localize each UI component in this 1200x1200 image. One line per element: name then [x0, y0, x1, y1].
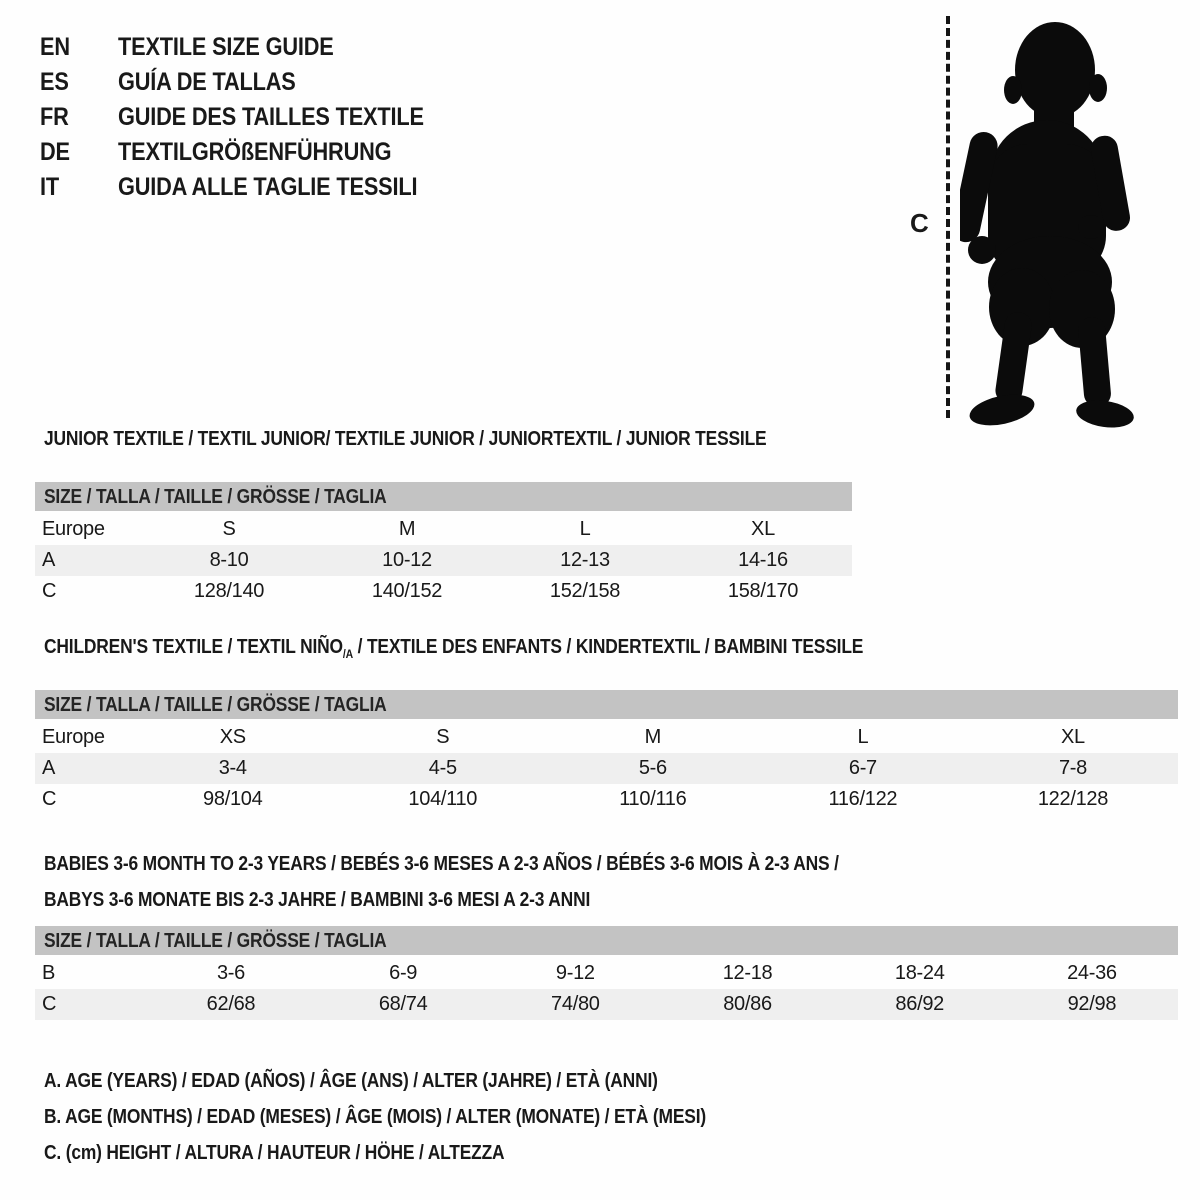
table-cell: 10-12: [382, 549, 432, 571]
table-cell: 74/80: [551, 993, 600, 1015]
table-cell: S: [436, 726, 450, 748]
table-cell: XL: [751, 518, 775, 540]
guide-title: GUIDE DES TAILLES TEXTILE: [118, 103, 424, 131]
table-cell: 122/128: [1037, 788, 1109, 810]
table-cell: 5-6: [638, 757, 667, 779]
table-cell: XL: [1061, 726, 1085, 748]
table-cell: 14-16: [738, 549, 788, 571]
table-cell: 110/116: [619, 788, 687, 810]
size-header-band: SIZE / TALLA / TAILLE / GRÖSSE / TAGLIA: [35, 926, 1178, 955]
row-label: C: [42, 993, 57, 1015]
children-section-title: CHILDREN'S TEXTILE / TEXTIL $NIÑO_{/A}$ / TEXTILE DES ENFANTS / KINDERTEXTIL / BAMBINI TESSILE: [44, 636, 864, 661]
table-cell: 7-8: [1058, 757, 1087, 779]
language-code: DE: [40, 138, 70, 166]
language-header: [40, 30, 470, 205]
size-header-band: SIZE / TALLA / TAILLE / GRÖSSE / TAGLIA: [35, 690, 1178, 719]
row-label: Europe: [42, 726, 105, 748]
legend-line-a: A. AGE (YEARS) / EDAD (AÑOS) / ÂGE (ANS) / ALTER (JAHRE) / ETÀ (ANNI): [44, 1070, 658, 1092]
table-cell: 18-24: [894, 962, 945, 984]
table-row: [35, 576, 852, 607]
guide-title: GUIDA ALLE TAGLIE TESSILI: [118, 173, 418, 201]
row-label: A: [42, 549, 56, 571]
row-label: C: [42, 580, 57, 602]
table-cell: 92/98: [1067, 993, 1117, 1015]
table-cell: 12-13: [560, 549, 610, 571]
guide-title: TEXTILGRÖßENFÜHRUNG: [118, 138, 392, 166]
table-row: [35, 753, 1178, 784]
guide-title: TEXTILE SIZE GUIDE: [118, 33, 334, 61]
table-cell: L: [857, 726, 869, 748]
language-code: IT: [40, 173, 59, 201]
language-row: [40, 30, 470, 65]
table-cell: M: [398, 518, 416, 540]
language-row: [40, 100, 470, 135]
table-cell: L: [579, 518, 591, 540]
measure-label-c: C: [910, 208, 929, 238]
babies-section-title: BABIES 3-6 MONTH TO 2-3 YEARS / BEBÉS 3-6 MESES A 2-3 AÑOS / BÉBÉS 3-6 MOIS À 2-3 ANS / BABYS 3-6 MONATE BIS 2-3 JAHRE / BAMBINI 3-6 MESI A 2-3 ANNI: [44, 853, 839, 911]
language-code: FR: [40, 103, 69, 131]
table-cell: 9-12: [555, 962, 595, 984]
table-row: [35, 514, 852, 545]
table-cell: XS: [219, 726, 246, 748]
table-cell: 98/104: [203, 788, 263, 810]
language-code: ES: [40, 68, 69, 96]
height-measure-dashed-line: [946, 16, 950, 418]
legend-line-c: C. (cm) HEIGHT / ALTURA / HAUTEUR / HÖHE / ALTEZZA: [44, 1142, 505, 1164]
table-cell: 3-6: [216, 962, 245, 984]
table-cell: 152/158: [549, 580, 621, 602]
children-table: [35, 722, 1178, 815]
language-row: [40, 170, 470, 205]
table-row: [35, 989, 1178, 1020]
junior-section-title: JUNIOR TEXTILE / TEXTIL JUNIOR/ TEXTILE JUNIOR / JUNIORTEXTIL / JUNIOR TESSILE: [44, 428, 767, 450]
table-cell: 3-4: [218, 757, 247, 779]
table-cell: 4-5: [428, 757, 457, 779]
table-cell: 62/68: [206, 993, 256, 1015]
table-cell: 86/92: [895, 993, 944, 1015]
table-cell: 116/122: [828, 788, 898, 810]
language-code: EN: [40, 33, 70, 61]
table-cell: 158/170: [727, 580, 799, 602]
table-cell: M: [644, 726, 662, 748]
guide-title: GUÍA DE TALLAS: [118, 68, 296, 96]
row-label: B: [42, 962, 56, 984]
table-cell: 6-9: [389, 962, 418, 984]
language-row: [40, 65, 470, 100]
table-cell: 140/152: [371, 580, 443, 602]
table-cell: 6-7: [848, 757, 877, 779]
table-row: [35, 958, 1178, 989]
table-cell: 128/140: [193, 580, 265, 602]
nino-a-subscript: /A: [342, 647, 353, 661]
children-size-table: [35, 690, 1178, 815]
table-row: [35, 722, 1178, 753]
table-cell: 80/86: [723, 993, 772, 1015]
junior-size-table: [35, 482, 852, 607]
table-cell: 68/74: [378, 993, 428, 1015]
table-row: [35, 784, 1178, 815]
table-cell: 24-36: [1067, 962, 1117, 984]
table-cell: 12-18: [722, 962, 773, 984]
table-cell: S: [222, 518, 236, 540]
language-row: [40, 135, 470, 170]
junior-table: [35, 514, 852, 607]
legend: [44, 1070, 805, 1178]
table-cell: 104/110: [408, 788, 478, 810]
legend-line-b: B. AGE (MONTHS) / EDAD (MESES) / ÂGE (MOIS) / ALTER (MONATE) / ETÀ (MESI): [44, 1106, 707, 1128]
table-cell: 8-10: [209, 549, 249, 571]
babies-size-table: [35, 926, 1178, 1020]
toddler-silhouette-icon: [960, 14, 1145, 429]
row-label: Europe: [42, 518, 105, 540]
babies-table: [35, 958, 1178, 1020]
size-header-band: SIZE / TALLA / TAILLE / GRÖSSE / TAGLIA: [35, 482, 852, 511]
row-label: A: [42, 757, 56, 779]
table-row: [35, 545, 852, 576]
row-label: C: [42, 788, 57, 810]
